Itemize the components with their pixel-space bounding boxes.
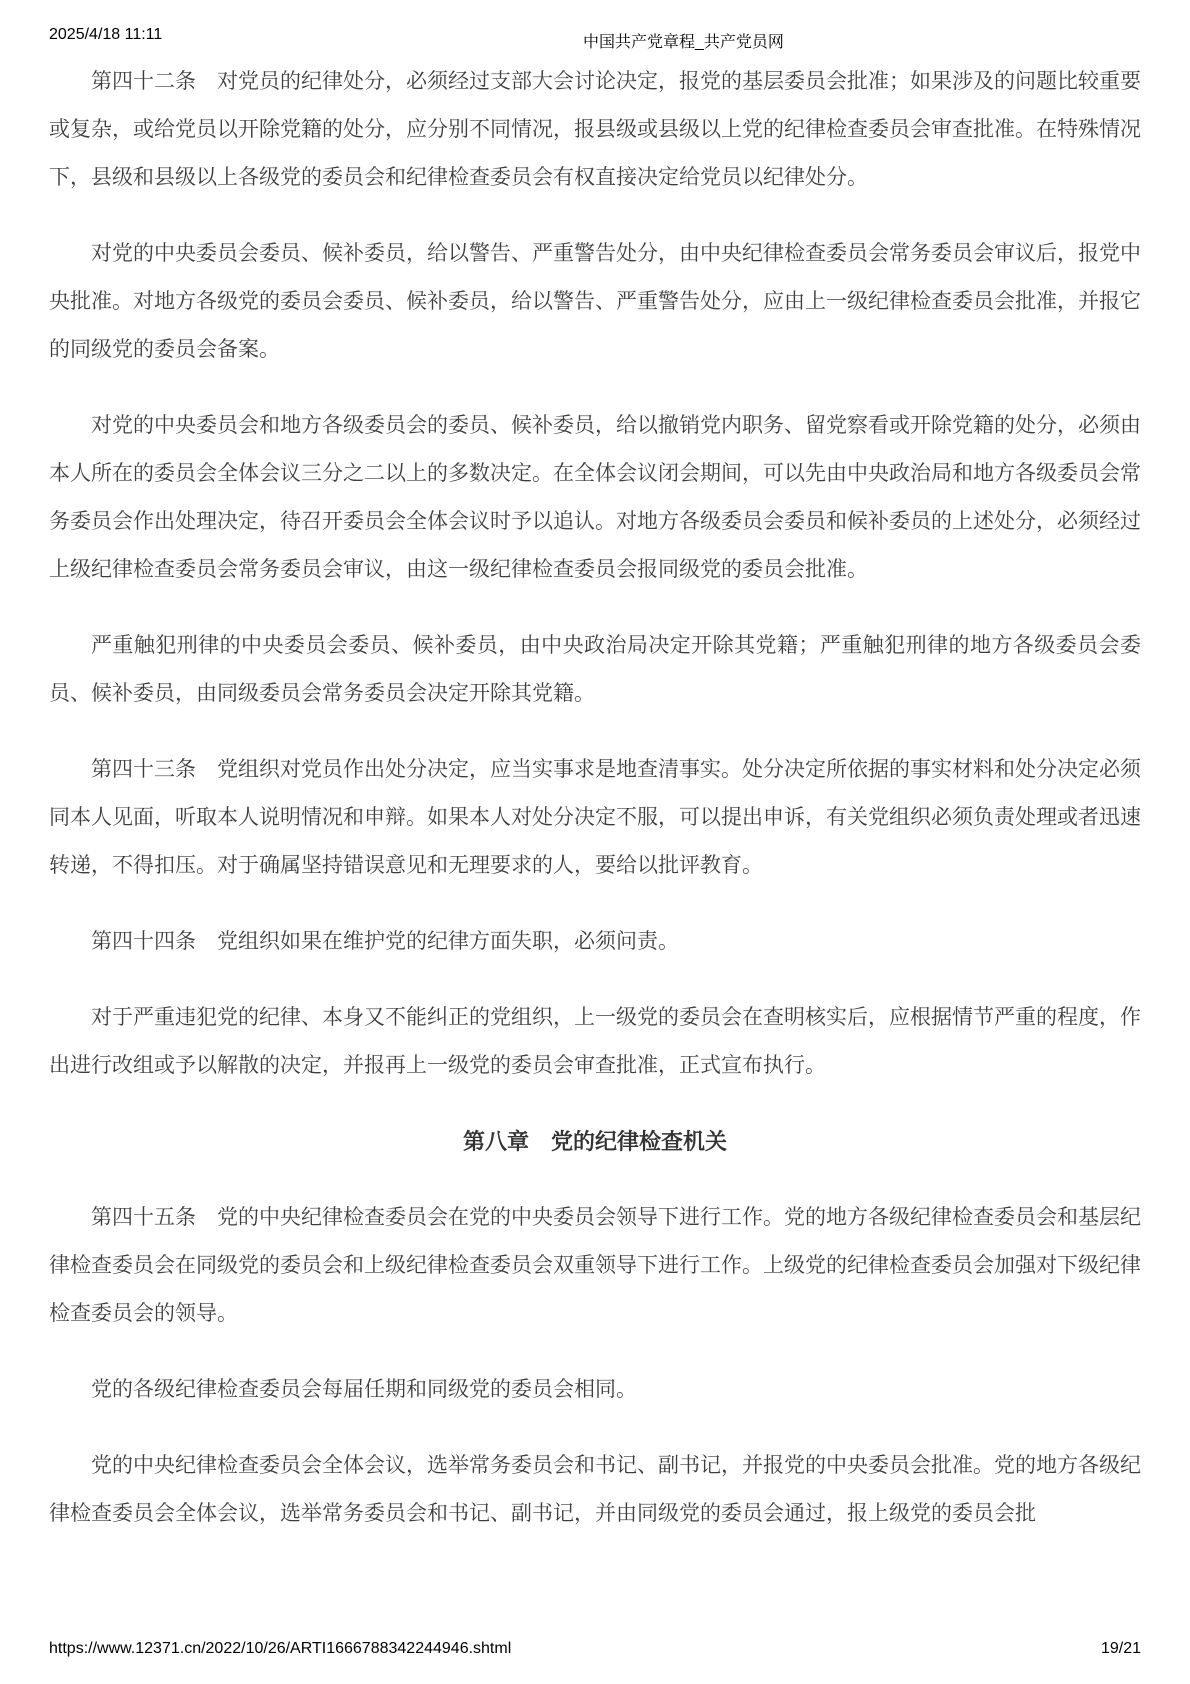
print-header-title: 中国共产党章程_共产党员网: [583, 34, 784, 51]
body-paragraph: 第四十五条 党的中央纪律检查委员会在党的中央委员会领导下进行工作。党的地方各级纪律检查委员会和基层纪律检查委员会在同级党的委员会和上级纪律检查委员会双重领导下进行工作。上级党的纪律检查委员会加强对下级纪律检查委员会的领导。: [49, 1206, 1141, 1325]
page-number: 19/21: [1100, 1640, 1141, 1657]
body-paragraph: 对党的中央委员会和地方各级委员会的委员、候补委员，给以撤销党内职务、留党察看或开除党籍的处分，必须由本人所在的委员会全体会议三分之二以上的多数决定。在全体会议闭会期间，可以先由中央政治局和地方各级委员会常务委员会作出处理决定，待召开委员会全体会议时予以追认。对地方各级委员会委员和候补委员的上述处分，必须经过上级纪律检查委员会常务委员会审议，由这一级纪律检查委员会报同级党的委员会批准。: [49, 414, 1141, 581]
body-paragraph: 对于严重违犯党的纪律、本身又不能纠正的党组织，上一级党的委员会在查明核实后，应根据情节严重的程度，作出进行改组或予以解散的决定，并报再上一级党的委员会审查批准，正式宣布执行。: [49, 1006, 1141, 1077]
body-paragraph: 第四十三条 党组织对党员作出处分决定，应当实事求是地查清事实。处分决定所依据的事实材料和处分决定必须同本人见面，听取本人说明情况和申辩。如果本人对处分决定不服，可以提出申诉，有关党组织必须负责处理或者迅速转递，不得扣压。对于确属坚持错误意见和无理要求的人，要给以批评教育。: [49, 758, 1141, 877]
body-paragraph: 对党的中央委员会委员、候补委员，给以警告、严重警告处分，由中央纪律检查委员会常务委员会审议后，报党中央批准。对地方各级党的委员会委员、候补委员，给以警告、严重警告处分，应由上一级纪律检查委员会批准，并报它的同级党的委员会备案。: [49, 242, 1141, 361]
print-header: [49, 26, 1141, 51]
print-header-datetime: 2025/4/18 11:11: [49, 26, 163, 43]
body-paragraph: 严重触犯刑律的中央委员会委员、候补委员，由中央政治局决定开除其党籍；严重触犯刑律的地方各级委员会委员、候补委员，由同级委员会常务委员会决定开除其党籍。: [49, 634, 1141, 705]
chapter-heading: 第八章 党的纪律检查机关: [462, 1129, 727, 1154]
body-paragraph: 第四十四条 党组织如果在维护党的纪律方面失职，必须问责。: [91, 930, 679, 953]
body-paragraph: 党的中央纪律检查委员会全体会议，选举常务委员会和书记、副书记，并报党的中央委员会批准。党的地方各级纪律检查委员会全体会议，选举常务委员会和书记、副书记，并由同级党的委员会通过，报上级党的委员会批: [49, 1454, 1141, 1525]
print-footer-url: https://www.12371.cn/2022/10/26/ARTI1666788342244946.shtml: [49, 1640, 512, 1657]
document-body: [49, 58, 1141, 1566]
body-paragraph: 第四十二条 对党员的纪律处分，必须经过支部大会讨论决定，报党的基层委员会批准；如果涉及的问题比较重要或复杂，或给党员以开除党籍的处分，应分别不同情况，报县级或县级以上党的纪律检查委员会审查批准。在特殊情况下，县级和县级以上各级党的委员会和纪律检查委员会有权直接决定给党员以纪律处分。: [49, 70, 1141, 189]
body-paragraph: 党的各级纪律检查委员会每届任期和同级党的委员会相同。: [91, 1378, 637, 1401]
print-footer: [49, 1640, 1141, 1660]
